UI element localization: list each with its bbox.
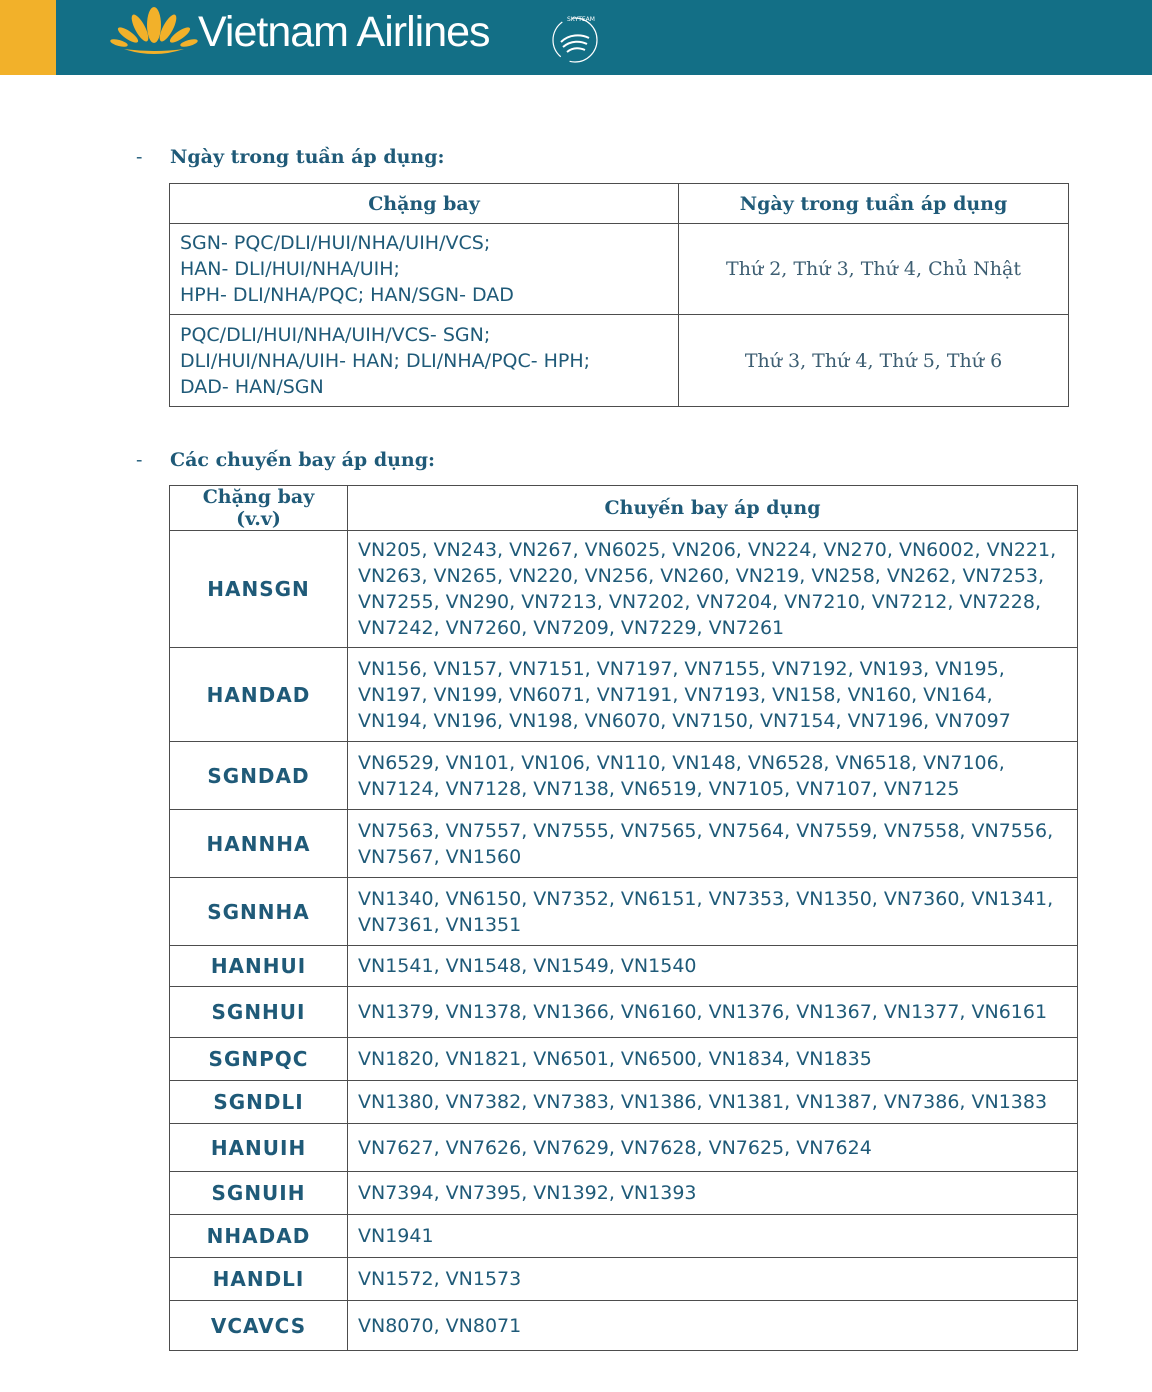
route-cell: PQC/DLI/HUI/NHA/UIH/VCS- SGN; DLI/HUI/NHA/UIH- HAN; DLI/NHA/PQC- HPH; DAD- HAN/SGN [170,315,679,407]
table-header-row [170,184,1069,224]
route-code: HANHUI [170,946,348,987]
days-table [169,183,1069,407]
column-header: Chặng bay (v.v) [170,486,348,531]
table-row [170,1081,1078,1124]
table-row [170,810,1078,878]
column-header: Chặng bay [170,184,679,224]
table-row [170,1172,1078,1215]
table-row [170,1258,1078,1301]
lotus-logo-icon [110,3,198,57]
route-code: HANUIH [170,1124,348,1172]
route-code: SGNNHA [170,878,348,946]
column-header: Chuyến bay áp dụng [348,486,1078,531]
flight-list: VN7394, VN7395, VN1392, VN1393 [348,1172,1078,1215]
days-cell: Thứ 2, Thứ 3, Thứ 4, Chủ Nhật [679,224,1069,315]
table-row [170,1124,1078,1172]
table-row [170,1038,1078,1081]
section-heading-days [136,146,445,168]
table-row [170,742,1078,810]
flight-list: VN1380, VN7382, VN7383, VN1386, VN1381, VN1387, VN7386, VN1383 [348,1081,1078,1124]
flight-list: VN7563, VN7557, VN7555, VN7565, VN7564, VN7559, VN7558, VN7556, VN7567, VN1560 [348,810,1078,878]
route-code: NHADAD [170,1215,348,1258]
section-title: Ngày trong tuần áp dụng: [170,146,445,168]
table-header-row [170,486,1078,531]
flight-list: VN1340, VN6150, VN7352, VN6151, VN7353, VN1350, VN7360, VN1341, VN7361, VN1351 [348,878,1078,946]
table-row [170,531,1078,648]
flight-list: VN6529, VN101, VN106, VN110, VN148, VN6528, VN6518, VN7106, VN7124, VN7128, VN7138, VN6519, VN7105, VN7107, VN7125 [348,742,1078,810]
flight-list: VN205, VN243, VN267, VN6025, VN206, VN224, VN270, VN6002, VN221, VN263, VN265, VN220, VN256, VN260, VN219, VN258, VN262, VN7253, VN7255, VN290, VN7213, VN7202, VN7204, VN7210, VN7212, VN7228, VN7242, VN7260, VN7209, VN7229, VN7261 [348,531,1078,648]
route-cell: SGN- PQC/DLI/HUI/NHA/UIH/VCS; HAN- DLI/HUI/NHA/UIH; HPH- DLI/NHA/PQC; HAN/SGN- DAD [170,224,679,315]
flight-list: VN1379, VN1378, VN1366, VN6160, VN1376, VN1367, VN1377, VN6161 [348,987,1078,1038]
route-code: VCAVCS [170,1301,348,1351]
route-code: SGNDAD [170,742,348,810]
skyteam-logo-icon [545,8,605,68]
bullet-dash: - [136,449,143,471]
route-code: HANDAD [170,648,348,742]
section-heading-flights [136,449,435,471]
flights-table [169,485,1078,1351]
table-row [170,1301,1078,1351]
flight-list: VN1541, VN1548, VN1549, VN1540 [348,946,1078,987]
table-row [170,315,1069,407]
days-cell: Thứ 3, Thứ 4, Thứ 5, Thứ 6 [679,315,1069,407]
table-row [170,946,1078,987]
skyteam-text: SKYTEAM [567,16,595,23]
bullet-dash: - [136,146,143,168]
table-row [170,224,1069,315]
table-row [170,878,1078,946]
flight-list: VN1820, VN1821, VN6501, VN6500, VN1834, VN1835 [348,1038,1078,1081]
route-code: HANSGN [170,531,348,648]
route-code: HANDLI [170,1258,348,1301]
flight-list: VN8070, VN8071 [348,1301,1078,1351]
flight-list: VN1941 [348,1215,1078,1258]
flight-list: VN156, VN157, VN7151, VN7197, VN7155, VN7192, VN193, VN195, VN197, VN199, VN6071, VN7191, VN7193, VN158, VN160, VN164, VN194, VN196, VN198, VN6070, VN7150, VN7154, VN7196, VN7097 [348,648,1078,742]
brand-name: Vietnam Airlines [198,8,490,56]
route-code: SGNPQC [170,1038,348,1081]
header-bar [0,0,1152,75]
table-row [170,987,1078,1038]
flight-list: VN7627, VN7626, VN7629, VN7628, VN7625, VN7624 [348,1124,1078,1172]
route-code: SGNHUI [170,987,348,1038]
route-code: SGNUIH [170,1172,348,1215]
table-row [170,648,1078,742]
route-code: SGNDLI [170,1081,348,1124]
table-row [170,1215,1078,1258]
gold-accent-strip [0,0,56,75]
route-code: HANNHA [170,810,348,878]
section-title: Các chuyến bay áp dụng: [170,449,436,471]
flight-list: VN1572, VN1573 [348,1258,1078,1301]
column-header: Ngày trong tuần áp dụng [679,184,1069,224]
